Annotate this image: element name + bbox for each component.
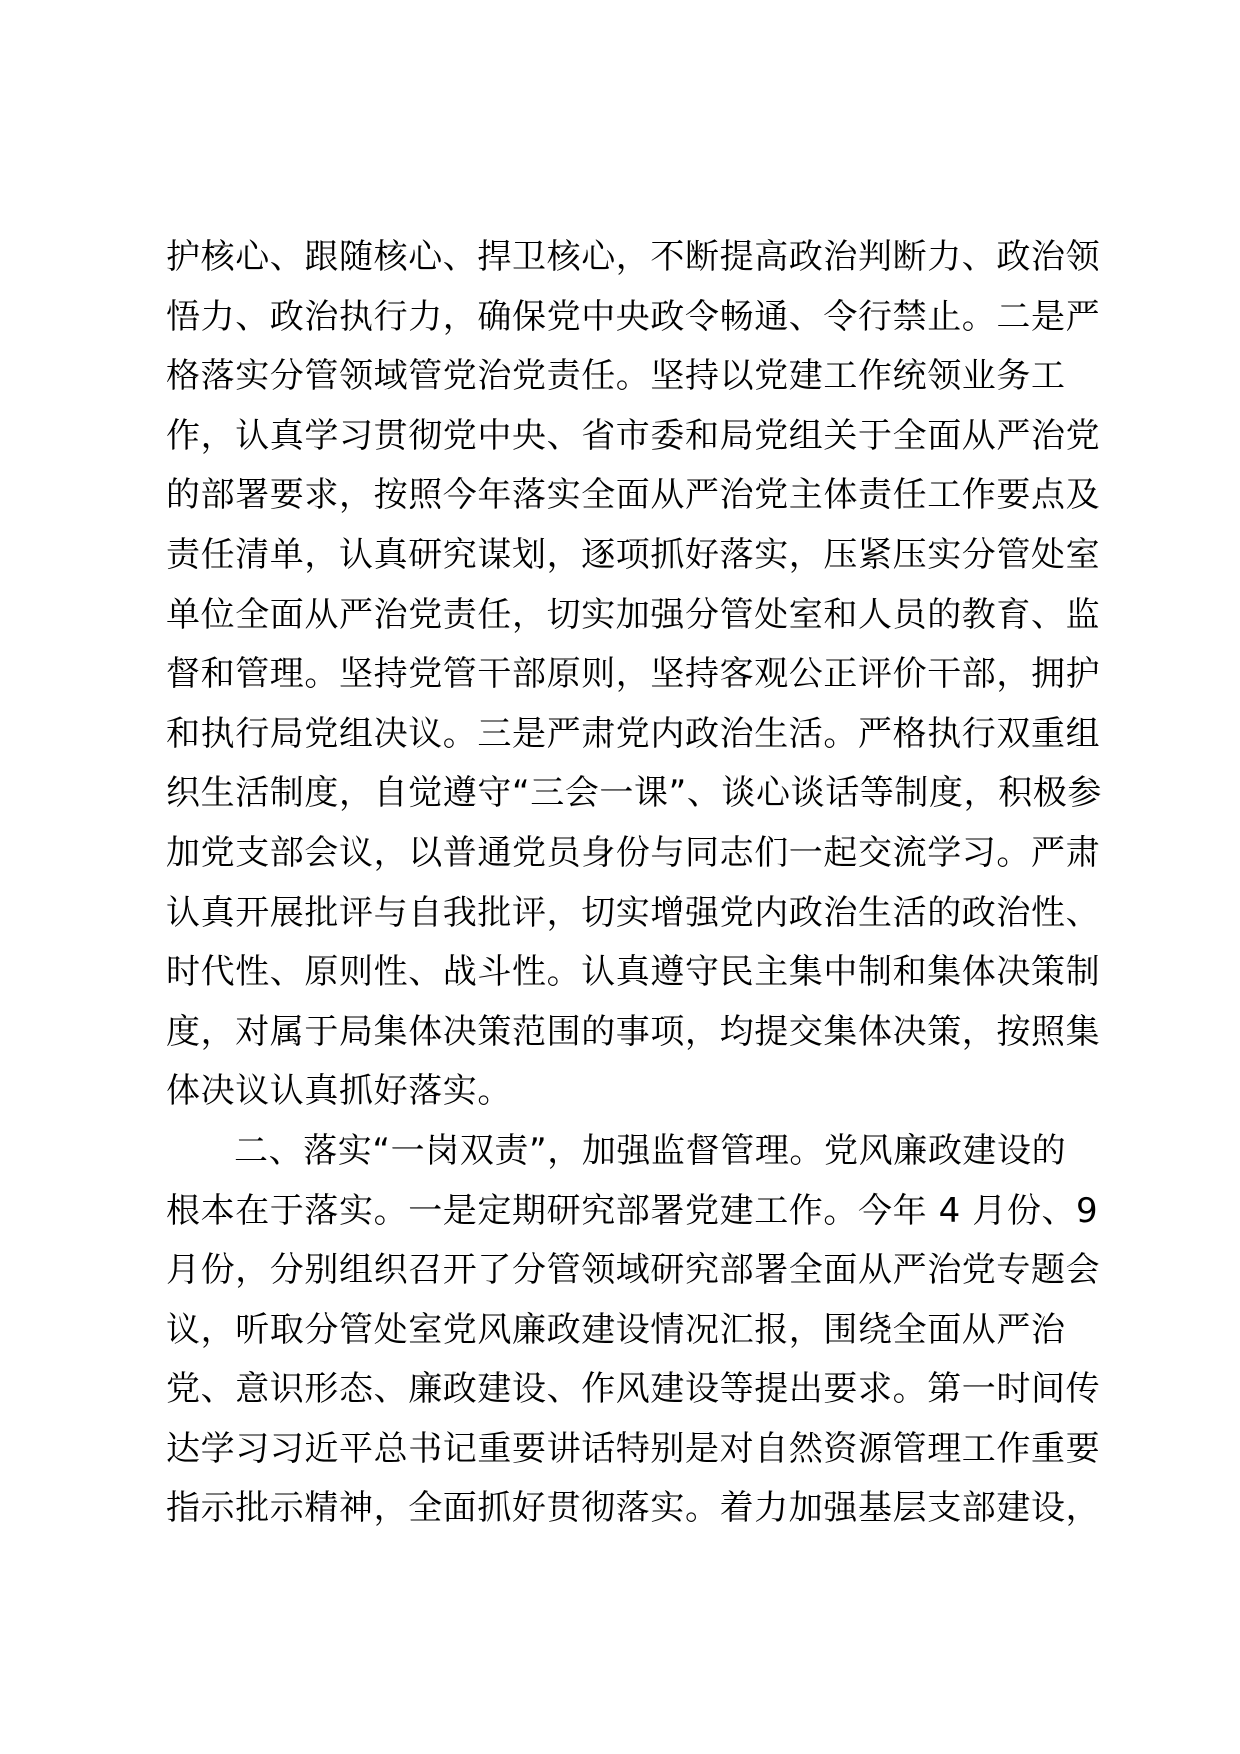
- text-line: 党、意识形态、廉政建设、作风建设等提出要求。第一时间传: [166, 1369, 1101, 1410]
- text-line: 时代性、原则性、战斗性。认真遵守民主集中制和集体决策制: [166, 952, 1101, 993]
- text-line: 体决议认真抓好落实。: [166, 1071, 512, 1112]
- text-line: 加党支部会议，以普通党员身份与同志们一起交流学习。严肃: [166, 832, 1101, 873]
- text-line: 和执行局党组决议。三是严肃党内政治生活。严格执行双重组: [166, 713, 1101, 754]
- text-line: 月份，分别组织召开了分管领域研究部署全面从严治党专题会: [166, 1250, 1101, 1291]
- text-line: 格落实分管领域管党治党责任。坚持以党建工作统领业务工: [166, 356, 1066, 397]
- text-line: 责任清单，认真研究谋划，逐项抓好落实，压紧压实分管处室: [166, 534, 1101, 575]
- text-line: 督和管理。坚持党管干部原则，坚持客观公正评价干部，拥护: [166, 654, 1101, 695]
- text-line: 根本在于落实。一是定期研究部署党建工作。今年 4 月份、9: [166, 1190, 1099, 1231]
- text-line: 的部署要求，按照今年落实全面从严治党主体责任工作要点及: [166, 475, 1101, 516]
- text-line: 悟力、政治执行力，确保党中央政令畅通、令行禁止。二是严: [166, 296, 1101, 337]
- text-line: 护核心、跟随核心、捍卫核心，不断提高政治判断力、政治领: [166, 237, 1101, 277]
- text-line: 单位全面从严治党责任，切实加强分管处室和人员的教育、监: [166, 594, 1101, 635]
- text-line: 度，对属于局集体决策范围的事项，均提交集体决策，按照集: [166, 1011, 1101, 1052]
- text-line: 织生活制度，自觉遵守“三会一课”、谈心谈话等制度，积极参: [166, 773, 1103, 814]
- text-line: 认真开展批评与自我批评，切实增强党内政治生活的政治性、: [166, 892, 1101, 933]
- section-heading-line: 二、落实“一岗双责”，加强监督管理。党风廉政建设的: [234, 1130, 1067, 1171]
- text-line: 议，听取分管处室党风廉政建设情况汇报，围绕全面从严治: [166, 1309, 1066, 1350]
- text-line: 达学习习近平总书记重要讲话特别是对自然资源管理工作重要: [166, 1428, 1101, 1469]
- text-line: 作，认真学习贯彻党中央、省市委和局党组关于全面从严治党: [166, 415, 1101, 456]
- body-text: [166, 228, 1103, 1539]
- text-line: 指示批示精神，全面抓好贯彻落实。着力加强基层支部建设，: [166, 1488, 1101, 1529]
